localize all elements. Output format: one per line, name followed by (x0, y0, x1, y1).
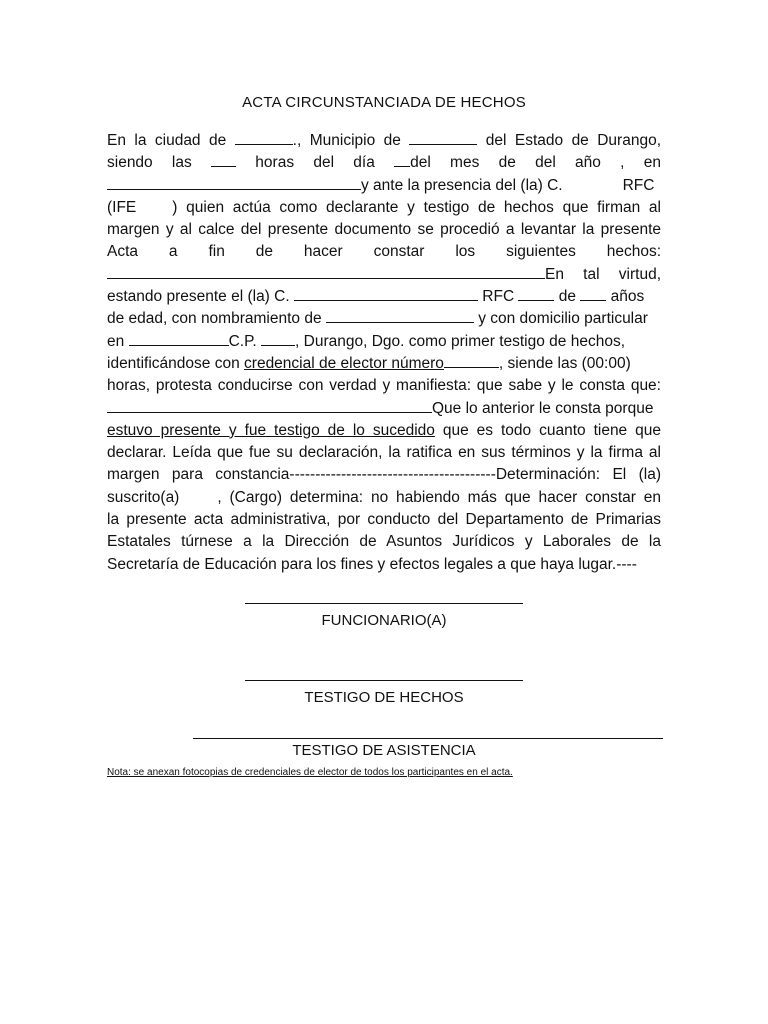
day-blank (394, 152, 410, 167)
body-line: margen para constancia----------------------------------------Determinación: El (la) (107, 466, 661, 484)
body-line: la presente acta administrativa, por conducto del Departamento de Primarias (107, 511, 661, 529)
appointment-blank (326, 308, 474, 323)
municipality-blank (409, 130, 477, 145)
body-line: (IFE ) quien actúa como declarante y testigo de hechos que firman al (107, 198, 661, 216)
document-title: ACTA CIRCUNSTANCIADA DE HECHOS (242, 94, 526, 111)
body-line: En tal virtud, (107, 264, 661, 286)
body-line: en C.P. , Durango, Dgo. como primer testigo de hechos, (107, 332, 626, 350)
body-line: suscrito(a) , (Cargo) determina: no habiendo más que hacer constar en (107, 488, 661, 506)
testigo-hechos-signature-line (245, 680, 523, 681)
age-blank (580, 286, 606, 301)
footnote: Nota: se anexan fotocopias de credenciales de elector de todos los participantes en el acta. (107, 767, 513, 778)
address-blank (129, 331, 229, 346)
body-line: Acta a fin de hacer constar los siguientes hechos: (107, 243, 661, 261)
rfc-blank (518, 286, 554, 301)
credential-number-blank (444, 353, 499, 368)
body-line: declarar. Leída que fue su declaración, la ratifica en sus términos y la firma al (107, 444, 661, 462)
witness-name-blank (294, 286, 478, 301)
body-line: estando presente el (la) C. RFC de años (107, 288, 645, 306)
funcionario-label: FUNCIONARIO(A) (321, 612, 447, 629)
testigo-hechos-label: TESTIGO DE HECHOS (304, 689, 464, 706)
place-blank (107, 175, 361, 190)
body-line: Secretaría de Educación para los fines y efectos legales a que haya lugar.---- (107, 555, 637, 573)
postal-code-blank (261, 331, 295, 346)
testigo-asistencia-signature-line (193, 738, 663, 739)
city-blank (235, 130, 293, 145)
body-line: Que lo anterior le consta porque (107, 398, 661, 420)
document-body (107, 130, 661, 576)
testigo-asistencia-label: TESTIGO DE ASISTENCIA (292, 742, 476, 759)
body-line: identificándose con credencial de elector número , siende las (00:00) (107, 354, 631, 372)
body-line: margen y al calce del presente documento se procedió a levantar la presente (107, 221, 661, 239)
testimony-blank (107, 398, 432, 413)
body-line: En la ciudad de ., Municipio de del Estado de Durango, (107, 132, 661, 149)
body-line: de edad, con nombramiento de y con domicilio particular (107, 310, 648, 328)
body-line: siendo las horas del día del mes de del año , en (107, 154, 661, 172)
body-line: Estatales túrnese a la Dirección de Asuntos Jurídicos y Laborales de la (107, 533, 661, 551)
body-line: y ante la presencia del (la) C. RFC (107, 175, 661, 197)
hour-blank (211, 152, 236, 167)
facts-blank (107, 264, 545, 279)
body-line: estuvo presente y fue testigo de lo sucedido que es todo cuanto tiene que (107, 421, 661, 439)
funcionario-signature-line (245, 603, 523, 604)
body-line: horas, protesta conducirse con verdad y manifiesta: que sabe y le consta que: (107, 377, 661, 395)
